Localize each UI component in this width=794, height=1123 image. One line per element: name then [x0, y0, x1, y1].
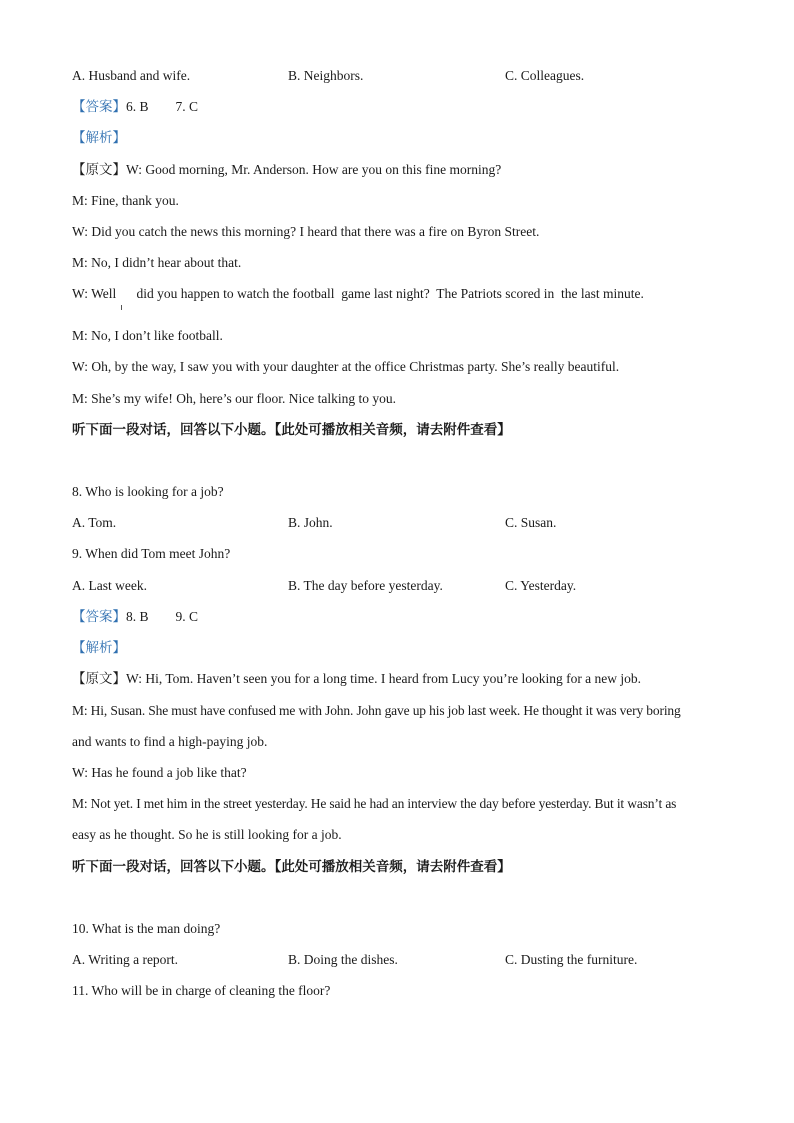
transcript-line: W: Did you catch the news this morning? I heard that there was a fire on Byron Street.	[72, 224, 540, 239]
answer-tag: 【答案】	[72, 609, 126, 624]
transcript-line: and wants to find a high-paying job.	[72, 734, 268, 749]
transcript-line	[72, 161, 734, 179]
q9-option-c: C. Yesterday.	[505, 578, 577, 593]
q7-option-a: A. Husband and wife.	[72, 68, 191, 83]
analysis-tag: 【解析】	[72, 640, 126, 655]
transcript-line: M: Not yet. I met him in the street yesterday. He said he had an interview the day before yesterday. But it wasn’t as	[72, 796, 677, 811]
transcript-line: M: Hi, Susan. She must have confused me with John. John gave up his job last week. He thought it was very boring	[72, 703, 681, 718]
q10-option-c: C. Dusting the furniture.	[505, 952, 638, 967]
listening-instruction: 听下面一段对话，回答以下小题。【此处可播放相关音频，请去附件查看】	[72, 422, 511, 438]
question-10: 10. What is the man doing?	[72, 921, 221, 936]
q10-option-b: B. Doing the dishes.	[288, 952, 398, 967]
analysis-tag: 【解析】	[72, 130, 126, 145]
question-11: 11. Who will be in charge of cleaning the floor?	[72, 983, 331, 998]
question-9: 9. When did Tom meet John?	[72, 546, 231, 561]
transcript-line: M: She’s my wife! Oh, here’s our floor. Nice talking to you.	[72, 391, 396, 406]
transcript-tag: 【原文】	[72, 671, 126, 686]
analysis-line-6-7	[72, 129, 734, 147]
q9-option-a: A. Last week.	[72, 578, 147, 593]
q7-option-b: B. Neighbors.	[288, 68, 364, 83]
q8-option-a: A. Tom.	[72, 515, 117, 530]
q8-option-c: C. Susan.	[505, 515, 557, 530]
stray-mark	[121, 305, 122, 310]
transcript-line: M: Fine, thank you.	[72, 193, 179, 208]
answer-text: 6. B 7. C	[126, 99, 199, 114]
answer-tag: 【答案】	[72, 99, 126, 114]
transcript-line: W: Has he found a job like that?	[72, 765, 247, 780]
listening-instruction: 听下面一段对话，回答以下小题。【此处可播放相关音频，请去附件查看】	[72, 859, 511, 875]
transcript-line: W: Oh, by the way, I saw you with your daughter at the office Christmas party. She’s really beautiful.	[72, 359, 620, 374]
transcript-text: W: Hi, Tom. Haven’t seen you for a long time. I heard from Lucy you’re looking for a new job.	[126, 671, 642, 686]
q8-option-b: B. John.	[288, 515, 333, 530]
question-8: 8. Who is looking for a job?	[72, 484, 224, 499]
q7-option-c: C. Colleagues.	[505, 68, 585, 83]
q9-option-b: B. The day before yesterday.	[288, 578, 443, 593]
transcript-line: M: No, I didn’t hear about that.	[72, 255, 242, 270]
q10-option-a: A. Writing a report.	[72, 952, 179, 967]
answer-text: 8. B 9. C	[126, 609, 199, 624]
transcript-line: M: No, I don’t like football.	[72, 328, 223, 343]
transcript-tag: 【原文】	[72, 162, 126, 177]
answer-line-6-7	[72, 98, 734, 116]
transcript-line: W: Well did you happen to watch the football game last night? The Patriots scored in the last minute.	[72, 286, 644, 301]
transcript-line	[72, 670, 734, 688]
transcript-text: W: Good morning, Mr. Anderson. How are you on this fine morning?	[126, 162, 502, 177]
transcript-line: easy as he thought. So he is still looking for a job.	[72, 827, 342, 842]
analysis-line-8-9	[72, 639, 734, 657]
answer-line-8-9	[72, 608, 734, 626]
